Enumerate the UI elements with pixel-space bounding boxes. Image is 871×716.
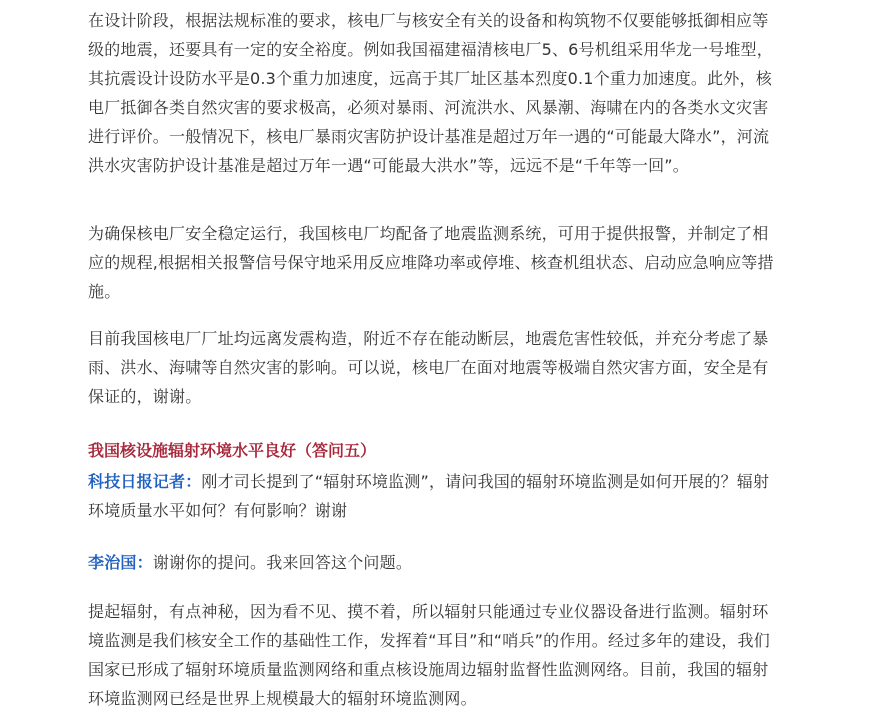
paragraph-radiation-monitoring: 提起辐射，有点神秘，因为看不见、摸不着，所以辐射只能通过专业仪器设备进行监测。辐射环境监测是我们核安全工作的基础性工作，发挥着“耳目”和“哨兵”的作用。经过多年的建设，我们国家已形成了辐射环境质量监测网络和重点核设施周边辐射监督性监测网络。目前，我国的辐射环境监测网已经是世界上规模最大的辐射环境监测网。 bbox=[88, 602, 770, 708]
paragraph-seismic-design: 在设计阶段，根据法规标准的要求，核电厂与核安全有关的设备和构筑物不仅要能够抵御相应等级的地震，还要具有一定的安全裕度。例如我国福建福清核电厂5、6号机组采用华龙一号堆型，其抗震设计设防水平是0.3个重力加速度，远高于其厂址区基本烈度0.1个重力加速度。此外，核电厂抵御各类自然灾害的要求极高，必须对暴雨、河流洪水、风暴潮、海啸在内的各类水文灾害进行评价。一般情况下，核电厂暴雨灾害防护设计基准是超过万年一遇的“可能最大降水”，河流洪水灾害防护设计基准是超过万年一遇“可能最大洪水”等，远远不是“千年等一回”。 bbox=[88, 11, 773, 175]
answer-speaker: 李治国： bbox=[88, 553, 153, 572]
section-heading: 我国核设施辐射环境水平良好（答问五） bbox=[88, 441, 377, 460]
question-text: 刚才司长提到了“辐射环境监测”，请问我国的辐射环境监测是如何开展的？辐射环境质量水平如何？有何影响？谢谢 bbox=[88, 472, 770, 520]
answer-paragraph bbox=[88, 548, 776, 577]
answer-text: 谢谢你的提问。我来回答这个问题。 bbox=[152, 553, 413, 572]
paragraph-seismic-monitoring: 为确保核电厂安全稳定运行，我国核电厂均配备了地震监测系统，可用于提供报警，并制定了相应的规程,根据相关报警信号保守地采用反应堆降功率或停堆、核查机组状态、启动应急响应等措施。 bbox=[88, 224, 774, 301]
question-paragraph bbox=[88, 467, 776, 525]
question-speaker: 科技日报记者： bbox=[88, 472, 202, 491]
paragraph-site-safety: 目前我国核电厂厂址均远离发震构造，附近不存在能动断层，地震危害性较低，并充分考虑了暴雨、洪水、海啸等自然灾害的影响。可以说，核电厂在面对地震等极端自然灾害方面，安全是有保证的，谢谢。 bbox=[88, 329, 769, 406]
